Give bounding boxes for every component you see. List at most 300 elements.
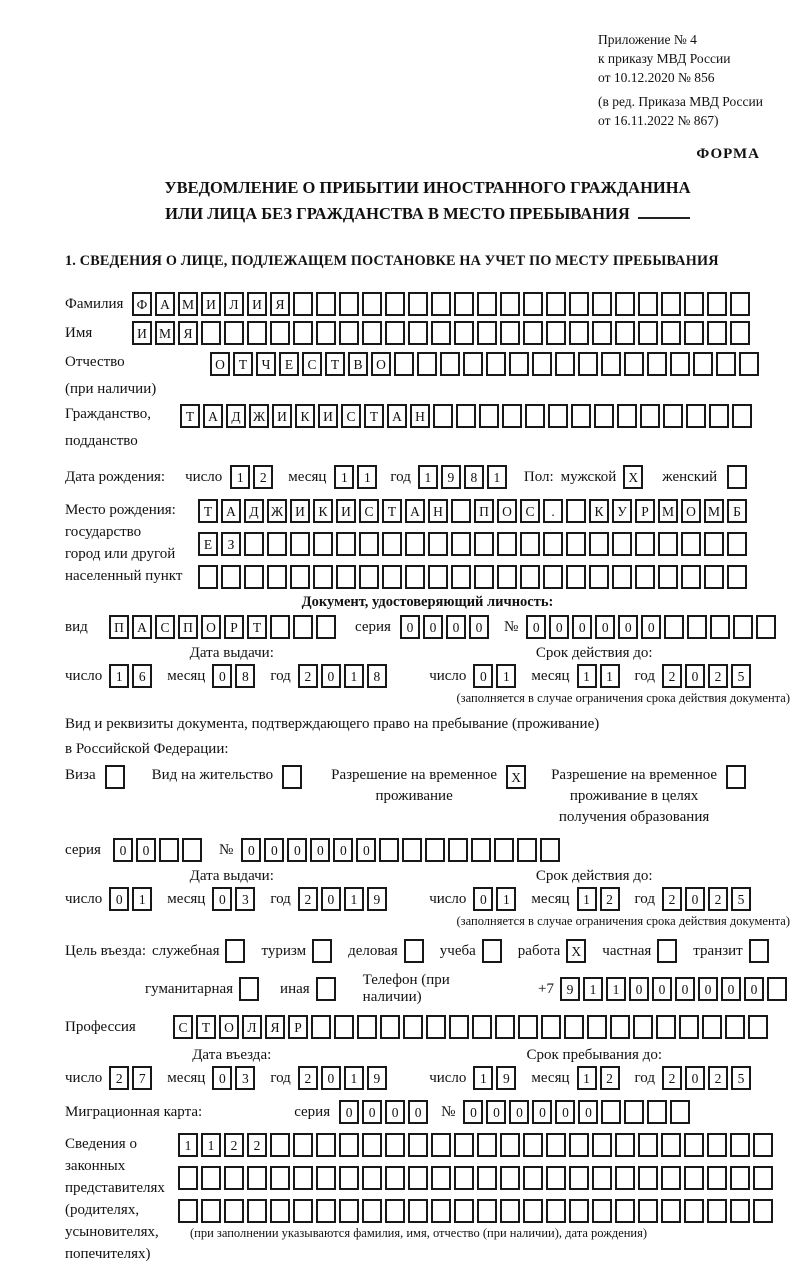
form-cell: [610, 1015, 630, 1039]
year-label: год: [270, 1069, 291, 1086]
field-migration-card: [65, 1100, 790, 1124]
entry-date-heading: Дата въезда:: [192, 1047, 272, 1063]
form-cell: [592, 1166, 612, 1190]
form-cell: [440, 352, 460, 376]
form-cell: [454, 321, 474, 345]
form-cell: [201, 321, 221, 345]
form-cell: 0: [473, 664, 493, 688]
form-cell: [566, 532, 586, 556]
representatives-row1-boxes: [178, 1133, 776, 1157]
entry-date-headers: [65, 1047, 790, 1064]
birth-place-label: [65, 499, 198, 587]
year-label: год: [634, 667, 655, 684]
form-cell: [431, 321, 451, 345]
form-cell: К: [589, 499, 609, 523]
form-cell: [431, 292, 451, 316]
field-birth-date: [65, 465, 790, 489]
purpose-transit-checkbox: [749, 939, 772, 963]
representatives-label-line: усыновителях,: [65, 1224, 159, 1240]
form-cell: [224, 321, 244, 345]
amendment-line: от 16.11.2022 № 867): [598, 113, 719, 128]
form-cell: [502, 404, 522, 428]
form-cell: [105, 765, 125, 789]
doc-number-boxes: [526, 615, 779, 639]
residence-doc-intro-line2: в Российской Федерации:: [65, 741, 229, 757]
form-cell: [417, 352, 437, 376]
form-cell: [225, 939, 245, 963]
valid-day-boxes: [473, 664, 519, 688]
profession-label: Профессия: [65, 1018, 136, 1035]
form-cell: [316, 615, 336, 639]
form-cell: [523, 1166, 543, 1190]
form-cell: [201, 1199, 221, 1223]
form-cell: 0: [572, 615, 592, 639]
form-cell: С: [173, 1015, 193, 1039]
form-cell: [664, 615, 684, 639]
form-label: ФОРМА: [696, 146, 760, 162]
form-cell: [509, 352, 529, 376]
form-cell: [362, 1166, 382, 1190]
name-label: Имя: [65, 324, 93, 341]
form-cell: [408, 321, 428, 345]
form-cell: 9: [441, 465, 461, 489]
form-cell: 1: [132, 887, 152, 911]
form-cell: [687, 615, 707, 639]
purpose-humanitarian-checkbox: [239, 977, 262, 1001]
form-cell: X: [506, 765, 526, 789]
form-cell: [707, 1133, 727, 1157]
form-cell: [334, 1015, 354, 1039]
form-cell: В: [348, 352, 368, 376]
form-cell: [592, 1133, 612, 1157]
form-cell: 1: [583, 977, 603, 1001]
form-cell: Д: [226, 404, 246, 428]
form-cell: [477, 1133, 497, 1157]
form-cell: 5: [731, 887, 751, 911]
form-cell: 0: [136, 838, 156, 862]
form-cell: Я: [265, 1015, 285, 1039]
form-cell: И: [132, 321, 152, 345]
form-cell: С: [341, 404, 361, 428]
form-cell: [339, 1166, 359, 1190]
day-label: число: [65, 1069, 103, 1086]
identity-doc-heading: Документ, удостоверяющий личность:: [301, 594, 554, 610]
form-cell: 0: [698, 977, 718, 1001]
form-cell: [684, 1166, 704, 1190]
representatives-label: [65, 1133, 178, 1265]
patronymic-label-line1: Отчество: [65, 354, 125, 370]
permit-valid-date-group: [429, 887, 766, 911]
purpose-work-label: работа: [517, 942, 561, 959]
permit-valid-month-boxes: [577, 887, 623, 911]
form-cell: [592, 1199, 612, 1223]
form-cell: [477, 1166, 497, 1190]
issue-year-boxes: [298, 664, 390, 688]
form-cell: [244, 565, 264, 589]
form-cell: [661, 1133, 681, 1157]
form-cell: [270, 1199, 290, 1223]
form-cell: [385, 1199, 405, 1223]
form-cell: [704, 532, 724, 556]
form-cell: [428, 532, 448, 556]
form-cell: [433, 404, 453, 428]
form-cell: 0: [685, 887, 705, 911]
form-cell: 0: [555, 1100, 575, 1124]
profession-boxes: [173, 1015, 771, 1039]
form-cell: [612, 532, 632, 556]
form-cell: [339, 1199, 359, 1223]
form-cell: 0: [241, 838, 261, 862]
form-cell: 0: [362, 1100, 382, 1124]
form-cell: 3: [235, 1066, 255, 1090]
form-cell: 0: [385, 1100, 405, 1124]
form-cell: 2: [708, 664, 728, 688]
form-cell: А: [155, 292, 175, 316]
year-label: год: [270, 667, 291, 684]
form-cell: [638, 292, 658, 316]
citizenship-label-line2: подданство: [65, 433, 138, 449]
form-cell: [198, 565, 218, 589]
form-cell: 0: [463, 1100, 483, 1124]
form-cell: [316, 1133, 336, 1157]
representatives-label-line: попечителях): [65, 1246, 151, 1262]
form-cell: [247, 1199, 267, 1223]
form-cell: [404, 939, 424, 963]
purpose-transit-label: транзит: [693, 942, 743, 959]
form-cell: О: [681, 499, 701, 523]
form-cell: [592, 292, 612, 316]
form-cell: 1: [109, 664, 129, 688]
migration-number-label: №: [441, 1103, 456, 1120]
form-cell: Т: [198, 499, 218, 523]
form-cell: Р: [635, 499, 655, 523]
form-cell: 0: [641, 615, 661, 639]
form-cell: [647, 1100, 667, 1124]
form-cell: 1: [344, 664, 364, 688]
form-cell: [569, 1166, 589, 1190]
form-cell: [402, 838, 422, 862]
form-cell: 1: [344, 1066, 364, 1090]
form-cell: [270, 615, 290, 639]
form-cell: 0: [526, 615, 546, 639]
form-cell: И: [201, 292, 221, 316]
field-birth-place: [65, 499, 790, 589]
form-cell: [451, 532, 471, 556]
form-cell: [633, 1015, 653, 1039]
form-cell: [454, 1199, 474, 1223]
form-cell: [474, 565, 494, 589]
form-cell: [730, 292, 750, 316]
form-cell: [336, 565, 356, 589]
form-cell: [339, 292, 359, 316]
option-visa-checkbox: [105, 765, 128, 789]
form-cell: [486, 352, 506, 376]
patronymic-boxes: [210, 352, 762, 376]
title-underline: [638, 215, 690, 219]
form-cell: [454, 292, 474, 316]
form-cell: [454, 1133, 474, 1157]
representatives-note: (при заполнении указываются фамилия, имя, отчество (при наличии), дата рождения): [190, 1226, 648, 1240]
form-cell: [500, 1166, 520, 1190]
form-cell: [316, 977, 336, 1001]
form-cell: [732, 404, 752, 428]
form-cell: [546, 1133, 566, 1157]
form-cell: [661, 1166, 681, 1190]
entry-date-group: [65, 1066, 402, 1090]
form-cell: [290, 565, 310, 589]
form-cell: Т: [196, 1015, 216, 1039]
purpose-commercial-checkbox: [404, 939, 427, 963]
form-title-line1: УВЕДОМЛЕНИЕ О ПРИБЫТИИ ИНОСТРАННОГО ГРАЖДАНИНА: [164, 178, 691, 197]
form-cell: [730, 321, 750, 345]
form-cell: [569, 292, 589, 316]
form-cell: 1: [201, 1133, 221, 1157]
form-cell: [624, 352, 644, 376]
stay-year-boxes: [662, 1066, 754, 1090]
month-label: месяц: [288, 468, 327, 485]
form-cell: [702, 1015, 722, 1039]
representatives-label-line: Сведения о: [65, 1136, 137, 1152]
form-cell: 2: [298, 1066, 318, 1090]
form-cell: [564, 1015, 584, 1039]
form-cell: Ф: [132, 292, 152, 316]
form-cell: [494, 838, 514, 862]
option-temp-residence-line: Разрешение на временное: [331, 767, 498, 783]
form-cell: [730, 1133, 750, 1157]
form-cell: И: [272, 404, 292, 428]
purpose-row1: [65, 939, 790, 963]
form-cell: 0: [446, 615, 466, 639]
option-visa-label: Виза: [65, 767, 96, 783]
form-cell: С: [520, 499, 540, 523]
form-cell: Б: [727, 499, 747, 523]
form-cell: [730, 1199, 750, 1223]
form-cell: [749, 939, 769, 963]
form-cell: [589, 532, 609, 556]
appendix-line: Приложение № 4: [598, 32, 697, 47]
permit-issue-year-boxes: [298, 887, 390, 911]
form-cell: [426, 1015, 446, 1039]
form-cell: 0: [629, 977, 649, 1001]
form-cell: [408, 292, 428, 316]
form-cell: [408, 1133, 428, 1157]
option-temp-residence-label: [331, 765, 497, 807]
form-cell: [684, 1199, 704, 1223]
form-cell: М: [704, 499, 724, 523]
permit-issue-month-boxes: [212, 887, 258, 911]
form-cell: [336, 532, 356, 556]
form-cell: 9: [560, 977, 580, 1001]
purpose-other-checkbox: [316, 977, 339, 1001]
amendment-line: (в ред. Приказа МВД России: [598, 94, 763, 109]
form-cell: Т: [325, 352, 345, 376]
form-cell: [359, 565, 379, 589]
form-cell: 0: [595, 615, 615, 639]
form-cell: 9: [496, 1066, 516, 1090]
form-cell: 9: [367, 1066, 387, 1090]
form-cell: 1: [357, 465, 377, 489]
form-cell: [405, 532, 425, 556]
purpose-private-label: частная: [602, 942, 652, 959]
form-cell: X: [623, 465, 643, 489]
form-cell: [726, 765, 746, 789]
form-cell: [270, 321, 290, 345]
form-cell: [316, 321, 336, 345]
stay-day-boxes: [473, 1066, 519, 1090]
option-temp-residence-education: [551, 765, 749, 828]
form-cell: И: [336, 499, 356, 523]
form-cell: [247, 321, 267, 345]
form-cell: [707, 1166, 727, 1190]
valid-until-heading: Срок действия до:: [535, 645, 653, 661]
year-label: год: [634, 1069, 655, 1086]
form-cell: [357, 1015, 377, 1039]
form-cell: [617, 404, 637, 428]
form-cell: [293, 615, 313, 639]
form-title: [65, 175, 790, 227]
form-cell: [523, 321, 543, 345]
option-temp-residence-education-checkbox: [726, 765, 749, 789]
form-cell: 0: [532, 1100, 552, 1124]
form-cell: [710, 615, 730, 639]
migration-series-label: серия: [294, 1103, 331, 1120]
year-label: год: [634, 890, 655, 907]
option-temp-residence-education-line: Разрешение на временное: [551, 767, 718, 783]
form-cell: [316, 1166, 336, 1190]
form-cell: 1: [178, 1133, 198, 1157]
appendix-line: от 10.12.2020 № 856: [598, 70, 715, 85]
form-cell: 6: [132, 664, 152, 688]
form-cell: [684, 292, 704, 316]
form-cell: [500, 1133, 520, 1157]
form-cell: 0: [675, 977, 695, 1001]
form-cell: [578, 352, 598, 376]
form-cell: [540, 838, 560, 862]
representatives-row3-boxes: [178, 1199, 776, 1223]
form-cell: С: [302, 352, 322, 376]
form-cell: [638, 1133, 658, 1157]
form-cell: [267, 532, 287, 556]
form-cell: [267, 565, 287, 589]
form-cell: 1: [577, 1066, 597, 1090]
form-cell: .: [543, 499, 563, 523]
field-representatives: [65, 1133, 790, 1265]
form-cell: [727, 532, 747, 556]
form-cell: [454, 1166, 474, 1190]
field-surname: [65, 292, 790, 316]
form-cell: [587, 1015, 607, 1039]
month-label: месяц: [531, 890, 570, 907]
form-cell: [394, 352, 414, 376]
form-cell: [546, 1166, 566, 1190]
form-cell: П: [178, 615, 198, 639]
birth-place-label-line: государство: [65, 524, 142, 540]
form-cell: И: [290, 499, 310, 523]
form-cell: [425, 838, 445, 862]
form-cell: А: [387, 404, 407, 428]
option-temp-residence-education-line: получения образования: [558, 809, 710, 825]
form-cell: [707, 321, 727, 345]
form-cell: К: [313, 499, 333, 523]
form-cell: [385, 1133, 405, 1157]
form-cell: Я: [270, 292, 290, 316]
form-cell: [684, 1133, 704, 1157]
year-label: год: [390, 468, 411, 485]
purpose-humanitarian-label: гуманитарная: [145, 980, 234, 997]
month-label: месяц: [167, 890, 206, 907]
form-cell: 0: [212, 887, 232, 911]
form-cell: [704, 565, 724, 589]
purpose-label: Цель въезда:: [65, 942, 146, 959]
form-cell: [594, 404, 614, 428]
form-cell: [658, 565, 678, 589]
day-label: число: [65, 890, 103, 907]
form-cell: [592, 321, 612, 345]
form-cell: М: [155, 321, 175, 345]
form-cell: 1: [334, 465, 354, 489]
form-cell: [474, 532, 494, 556]
field-name: [65, 321, 790, 345]
form-cell: [293, 1133, 313, 1157]
form-cell: [359, 532, 379, 556]
form-cell: [482, 939, 502, 963]
permit-issue-day-boxes: [109, 887, 155, 911]
form-cell: Ж: [267, 499, 287, 523]
form-cell: [408, 1199, 428, 1223]
form-cell: [546, 292, 566, 316]
issue-month-boxes: [212, 664, 258, 688]
form-cell: И: [318, 404, 338, 428]
form-cell: 0: [685, 1066, 705, 1090]
form-cell: З: [221, 532, 241, 556]
form-cell: [767, 977, 787, 1001]
form-cell: 0: [400, 615, 420, 639]
doc-type-label: вид: [65, 618, 88, 635]
form-cell: 1: [344, 887, 364, 911]
form-cell: [670, 352, 690, 376]
form-cell: [312, 939, 332, 963]
form-cell: [472, 1015, 492, 1039]
form-cell: 2: [298, 887, 318, 911]
permit-valid-day-boxes: [473, 887, 519, 911]
form-cell: [405, 565, 425, 589]
form-cell: [541, 1015, 561, 1039]
form-cell: Т: [364, 404, 384, 428]
entry-day-boxes: [109, 1066, 155, 1090]
form-cell: И: [247, 292, 267, 316]
form-cell: 0: [212, 664, 232, 688]
form-cell: [339, 1133, 359, 1157]
form-cell: [448, 838, 468, 862]
permit-number-boxes: [241, 838, 563, 862]
form-title-line2: ИЛИ ЛИЦА БЕЗ ГРАЖДАНСТВА В МЕСТО ПРЕБЫВАНИЯ: [65, 201, 790, 227]
option-visa: [65, 765, 128, 789]
form-cell: [569, 321, 589, 345]
form-cell: [756, 615, 776, 639]
doc-series-label: серия: [355, 618, 391, 635]
form-cell: [640, 404, 660, 428]
form-cell: [635, 532, 655, 556]
purpose-other-label: иная: [280, 980, 310, 997]
form-cell: [523, 1133, 543, 1157]
form-cell: 2: [600, 887, 620, 911]
form-cell: [182, 838, 202, 862]
citizenship-boxes: [180, 404, 755, 428]
form-cell: [624, 1100, 644, 1124]
phone-label: Телефон (при наличии): [362, 972, 450, 1005]
form-cell: Н: [410, 404, 430, 428]
form-cell: С: [359, 499, 379, 523]
